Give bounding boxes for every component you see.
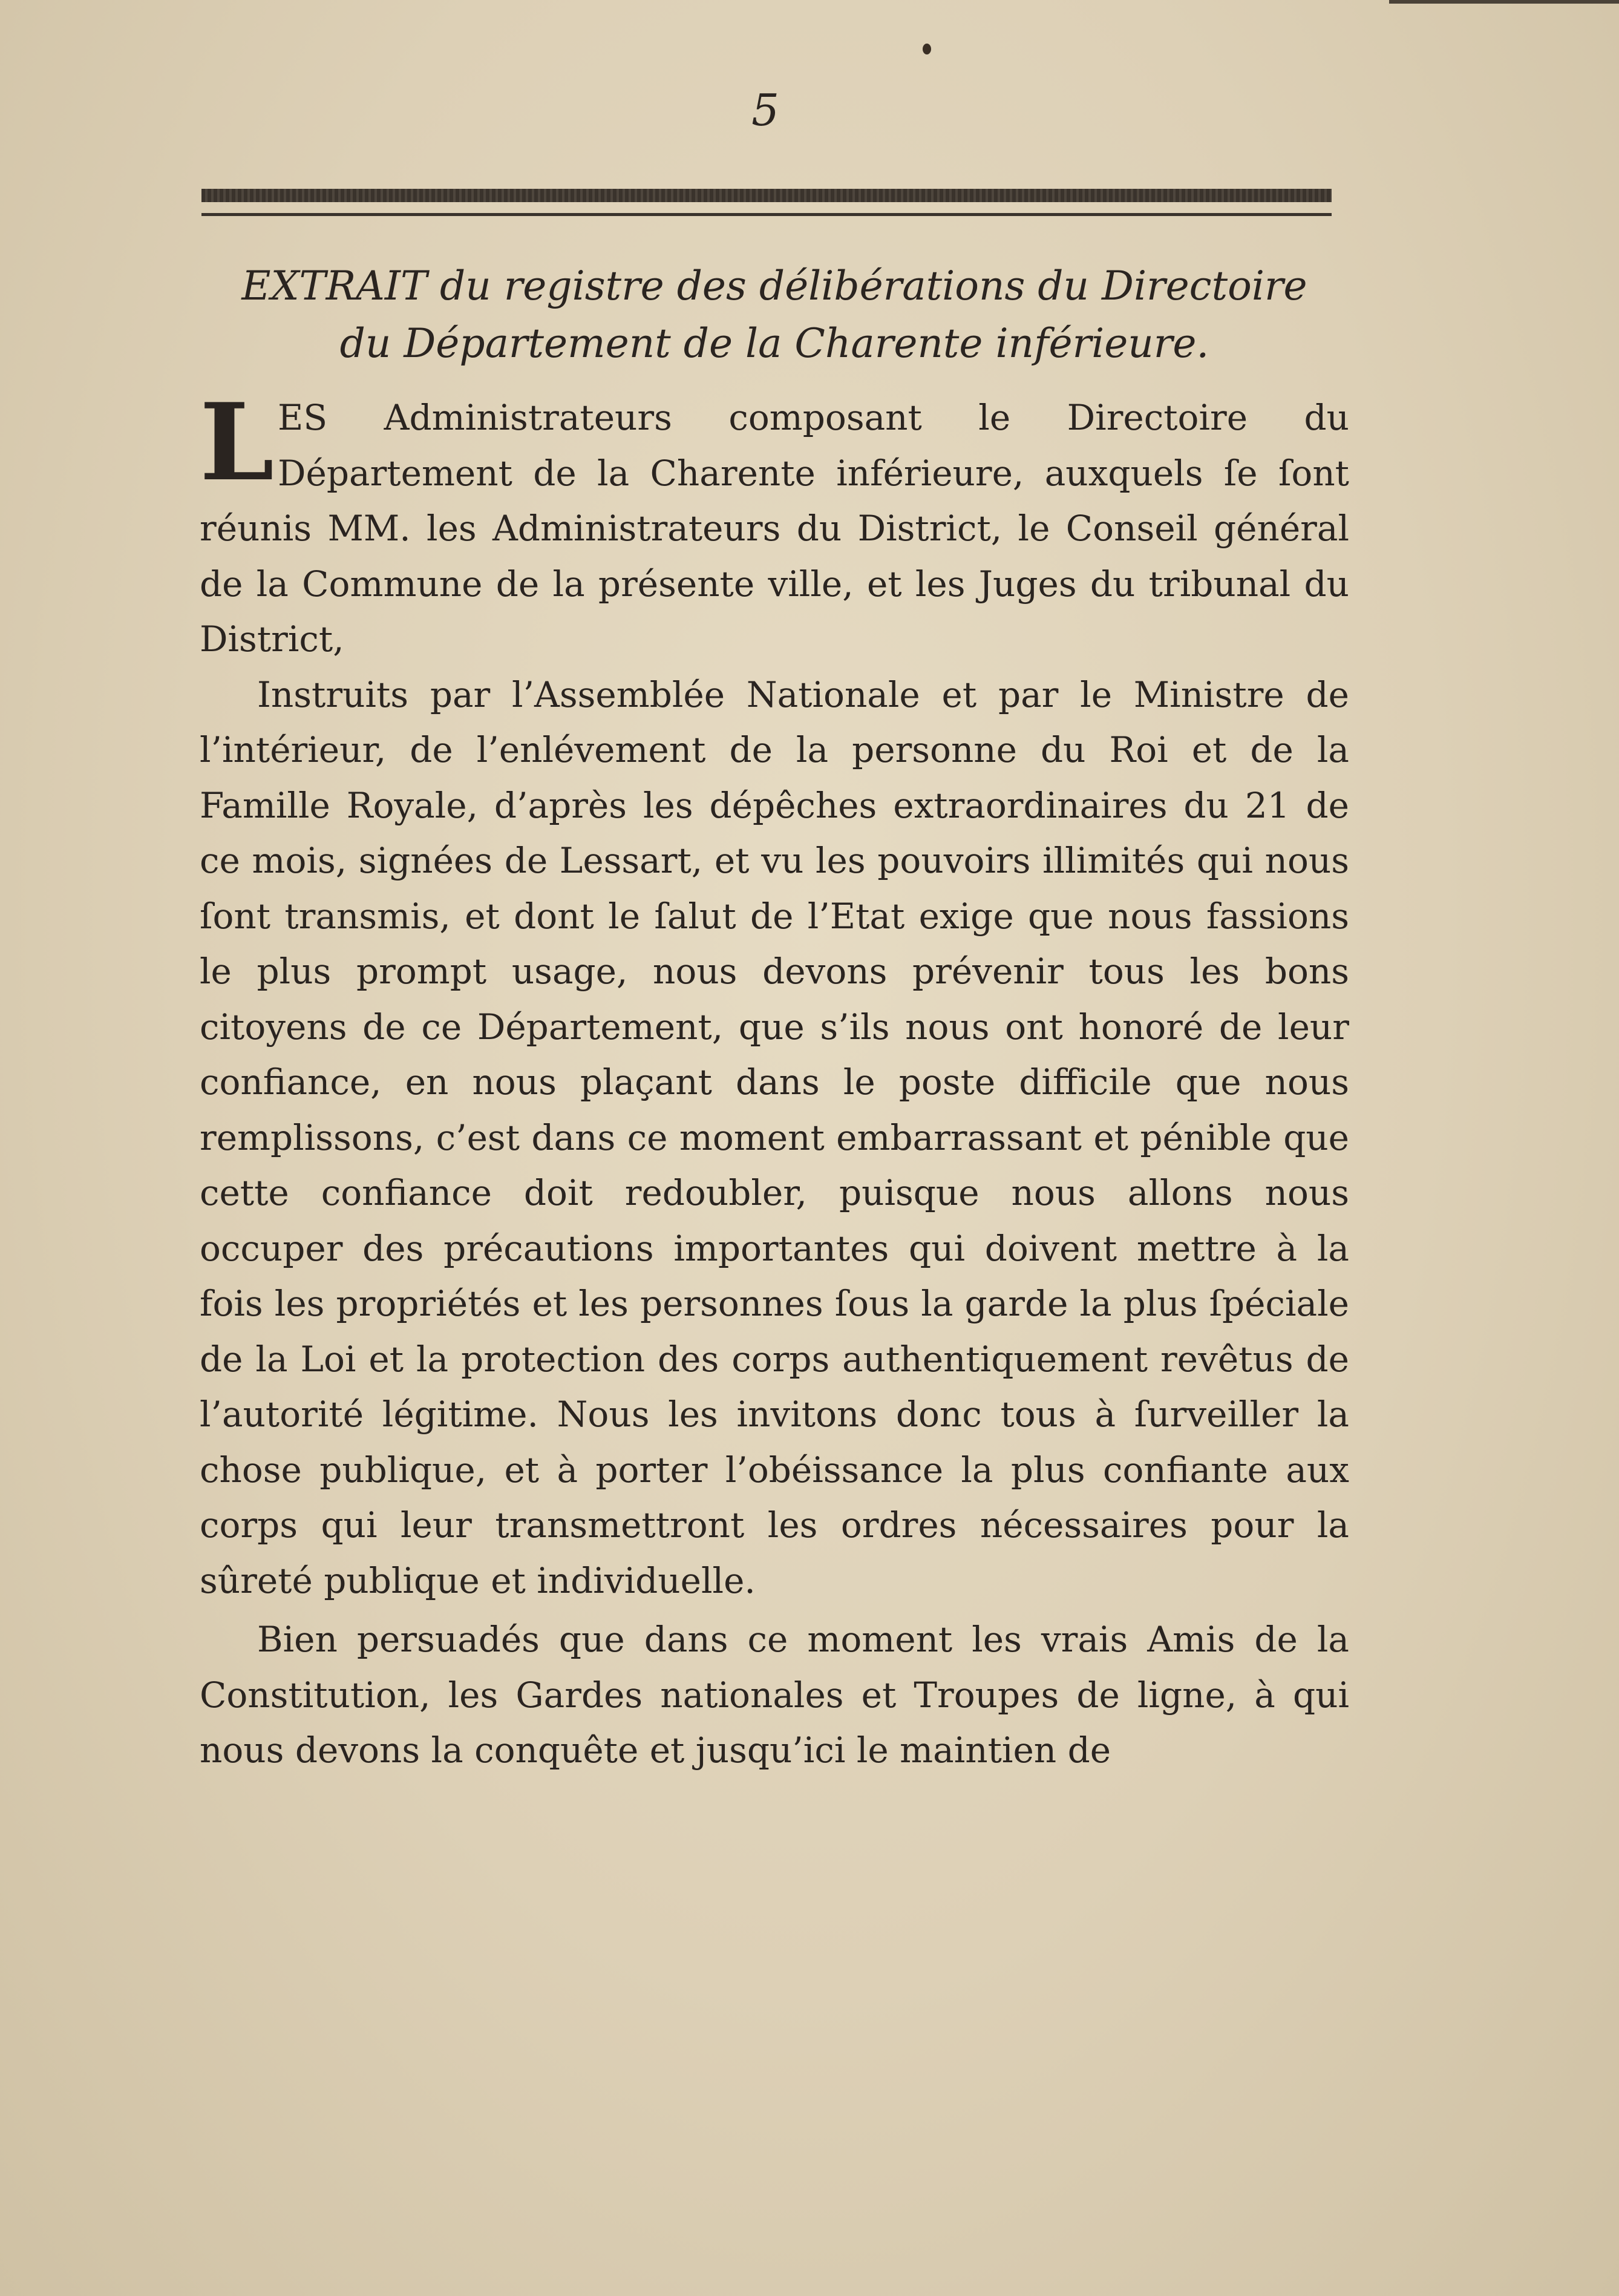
paragraph-1 — [200, 381, 1349, 667]
ink-speck — [923, 44, 931, 54]
paragraph-3: Bien persuadés que dans ce moment les vrais Amis de la Constitution, les Gardes nationales et Troupes de ligne, à qui nous devons la conquête et jusqu’ici le maintien de — [200, 1619, 1349, 1771]
page-number: 5 — [751, 85, 779, 136]
page-edge-shadow — [1389, 0, 1619, 4]
heading-line-2: du Département de la Charente inférieure. — [339, 320, 1209, 367]
paragraph-2: Instruits par l’Assemblée Nationale et par le Ministre de l’intérieur, de l’enlévement de la personne du Roi et de la Famille Royale, d’après les dépêches extraordinaires du 21 de ce mois, signées de Lessart, et vu les pouvoirs illimités qui nous ſont transmis, et dont le ſalut de l’Etat exige que nous fassions le plus prompt usage, nous devons prévenir tous les bons citoyens de ce Département, que s’ils nous ont honoré de leur confiance, en nous plaçant dans le poste difficile que nous remplissons, c’est dans ce moment embarrassant et pénible que cette confiance doit redoubler, puisque nous allons nous occuper des précautions importantes qui doivent mettre à la fois les propriétés et les personnes ſous la garde la plus ſpéciale de la Loi et la protection des corps authentiquement revêtus de l’autorité légitime. Nous les invitons donc tous à ſurveiller la chose publique, et à porter l’obéissance la plus confiante aux corps qui leur transmettront les ordres nécessaires pour la sûreté publique et individuelle. — [200, 674, 1349, 1601]
heading-line-1: EXTRAIT du registre des délibérations du Directoire — [241, 263, 1307, 309]
document-heading — [200, 257, 1349, 372]
ornamental-rule-thin — [201, 213, 1332, 216]
paragraph-1-text: ES Administrateurs composant le Directoire du Département de la Charente inférieure, auxquels ſe ſont réunis MM. les Administrateurs du District, le Conseil général de la Commune de la présente ville, et les Juges du tribunal du District, — [200, 397, 1349, 660]
ornamental-rule-thick — [201, 189, 1332, 202]
body-text — [200, 381, 1349, 1779]
drop-cap: L — [200, 381, 275, 505]
